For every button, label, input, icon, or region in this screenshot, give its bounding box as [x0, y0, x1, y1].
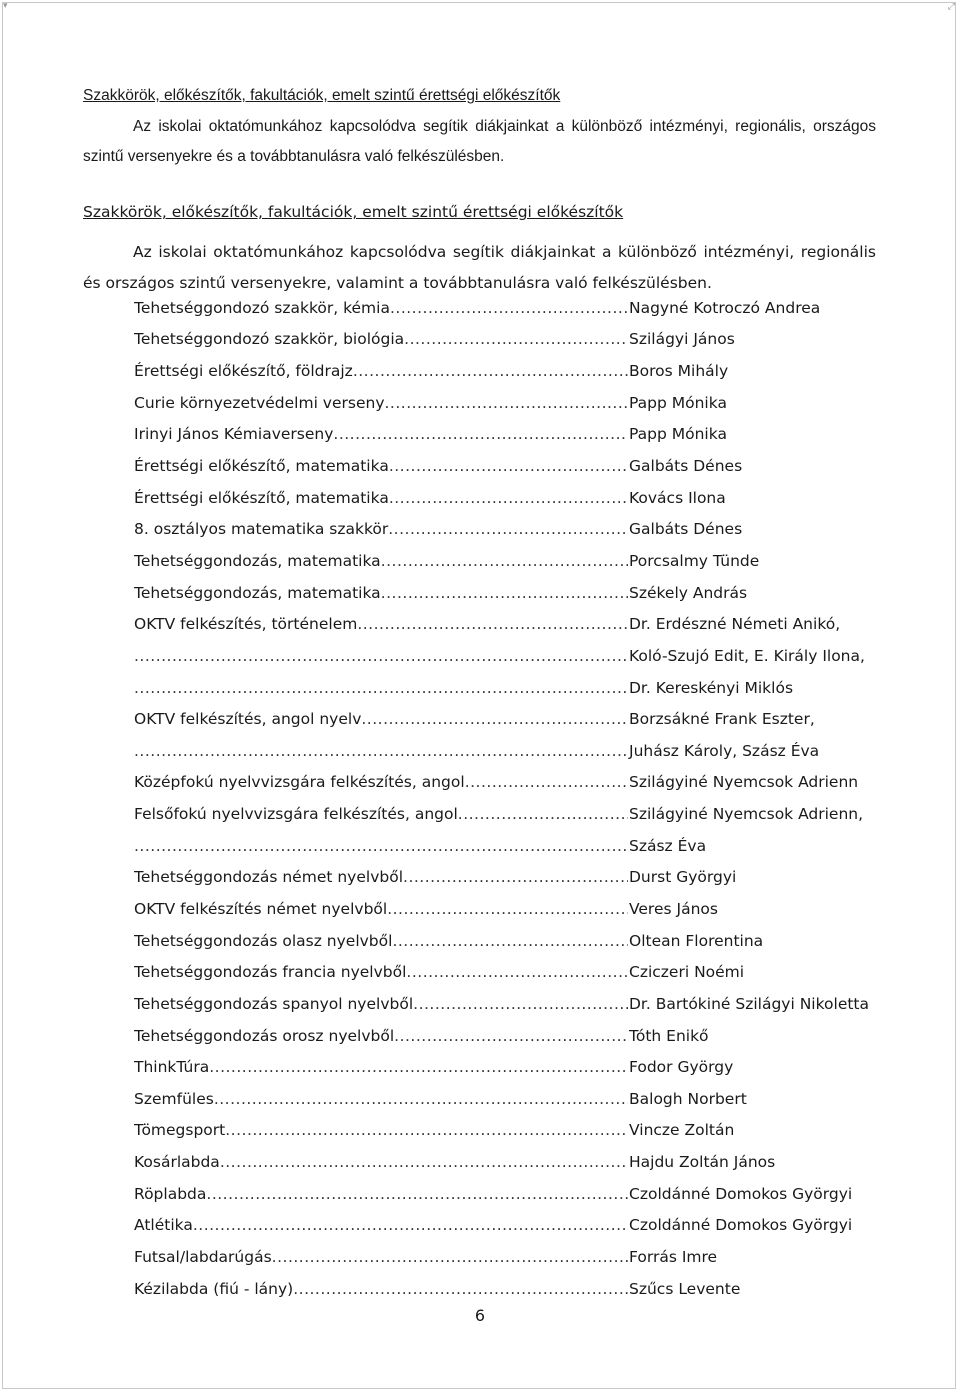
activity-teacher: Boros Mihály — [629, 362, 729, 381]
activity-teacher: Kovács Ilona — [629, 488, 726, 507]
dot-leader — [333, 425, 628, 443]
activity-name-cell — [134, 805, 628, 823]
activity-name: Tehetséggondozás, matematika — [134, 583, 381, 602]
dot-leader — [225, 1121, 628, 1139]
activity-row — [134, 988, 894, 1020]
activity-teacher: Oltean Florentina — [629, 931, 764, 950]
activity-row — [134, 1178, 894, 1210]
dot-leader — [353, 362, 628, 380]
activity-name-cell — [134, 584, 628, 602]
activity-row — [134, 1020, 894, 1052]
activity-row — [134, 1146, 894, 1178]
dot-leader — [206, 1185, 628, 1203]
activity-teacher: Durst Györgyi — [629, 868, 737, 887]
activity-row — [134, 1115, 894, 1147]
dot-leader — [390, 299, 628, 317]
section-heading: Szakkörök, előkészítők, fakultációk, emelt szintű érettségi előkészítők — [83, 203, 624, 221]
activity-teacher: Tóth Enikő — [629, 1026, 709, 1045]
activity-row — [134, 450, 894, 482]
activity-row — [134, 956, 894, 988]
activity-row — [134, 387, 894, 419]
activity-teacher: Szilágyiné Nyemcsok Adrienn — [629, 773, 859, 792]
activity-name: Irinyi János Kémiaverseny — [134, 425, 334, 444]
activity-name-cell — [134, 1185, 628, 1203]
dot-leader — [381, 584, 628, 602]
activity-row — [134, 640, 894, 672]
activity-name-cell — [134, 710, 628, 728]
dot-leader — [465, 773, 628, 791]
dot-leader — [361, 710, 628, 728]
activity-name-cell — [134, 900, 628, 918]
activity-teacher: Dr. Kereskényi Miklós — [629, 678, 794, 697]
activity-teacher: Borzsákné Frank Eszter, — [629, 710, 815, 729]
activity-row — [134, 1273, 894, 1305]
activity-row — [134, 862, 894, 894]
dot-leader — [458, 805, 628, 823]
activity-teacher: Porcsalmy Tünde — [629, 551, 760, 570]
activity-teacher: Galbáts Dénes — [629, 520, 743, 539]
activity-name-cell — [134, 425, 628, 443]
activity-name-cell — [134, 1090, 628, 1108]
dot-leader — [193, 1216, 628, 1234]
activity-name-cell — [134, 995, 628, 1013]
dot-leader — [209, 1058, 628, 1076]
activity-teacher: Koló-Szujó Edit, E. Király Ilona, — [629, 646, 865, 665]
activity-row — [134, 830, 894, 862]
dot-leader — [406, 963, 628, 981]
corner-mark-top-right: ⤢ — [947, 2, 955, 12]
activity-teacher: Papp Mónika — [629, 425, 727, 444]
activity-teacher: Hajdu Zoltán János — [629, 1153, 776, 1172]
activity-name: 8. osztályos matematika szakkör — [134, 520, 389, 539]
activity-name-cell — [134, 520, 628, 538]
dot-leader — [392, 932, 628, 950]
activity-name-cell — [134, 615, 628, 633]
activity-name: Tehetséggondozás olasz nyelvből — [134, 931, 393, 950]
activity-name: ThinkTúra — [134, 1058, 210, 1077]
dot-leader — [214, 1090, 628, 1108]
activity-row — [134, 1051, 894, 1083]
dot-leader — [394, 1027, 628, 1045]
activity-row — [134, 925, 894, 957]
corner-mark-top-left: ▾ — [3, 1, 8, 11]
activity-teacher: Juhász Károly, Szász Éva — [629, 741, 820, 760]
activity-name: Tehetséggondozás orosz nyelvből — [134, 1026, 395, 1045]
activity-name: Középfokú nyelvvizsgára felkészítés, angol — [134, 773, 465, 792]
activity-name-cell — [134, 489, 628, 507]
dot-leader — [293, 1280, 628, 1298]
activity-row — [134, 292, 894, 324]
activity-name: Tehetséggondozás német nyelvből — [134, 868, 404, 887]
activity-name-cell — [134, 552, 628, 570]
section-intro-1 — [83, 86, 876, 172]
activity-row — [134, 608, 894, 640]
activity-teacher: Czoldánné Domokos Györgyi — [629, 1216, 853, 1235]
activity-row — [134, 1210, 894, 1242]
dot-leader — [404, 330, 628, 348]
activity-name: Tehetséggondozás, matematika — [134, 551, 381, 570]
activity-row — [134, 577, 894, 609]
section-paragraph: Az iskolai oktatómunkához kapcsolódva segítik diákjainkat a különböző intézményi, regionális és országos szintű versenyekre, valamint a továbbtanulásra való felkészülésben. — [83, 243, 876, 292]
activity-teacher: Szűcs Levente — [629, 1279, 741, 1298]
activity-row — [134, 545, 894, 577]
activity-teacher: Nagyné Kotroczó Andrea — [629, 298, 821, 317]
dot-leader — [387, 900, 628, 918]
dot-leader — [385, 394, 629, 412]
activity-teacher: Dr. Erdészné Németi Anikó, — [629, 615, 841, 634]
activity-row — [134, 1241, 894, 1273]
activity-name-cell — [134, 773, 628, 791]
activity-name: Futsal/labdarúgás — [134, 1248, 272, 1267]
activity-name-cell — [134, 868, 628, 886]
activity-name: Érettségi előkészítő, matematika — [134, 488, 389, 507]
dot-leader — [389, 489, 628, 507]
activity-name: Curie környezetvédelmi verseny — [134, 393, 385, 412]
activity-name: Tehetséggondozó szakkör, kémia — [134, 298, 390, 317]
dot-leader — [381, 552, 628, 570]
activity-row — [134, 767, 894, 799]
dot-leader — [388, 520, 628, 538]
activity-row — [134, 513, 894, 545]
activity-name-cell — [134, 362, 628, 380]
activity-name: Tehetséggondozó szakkör, biológia — [134, 330, 405, 349]
section-heading: Szakkörök, előkészítők, fakultációk, emelt szintű érettségi előkészítők — [83, 87, 561, 104]
section-paragraph: Az iskolai oktatómunkához kapcsolódva segítik diákjainkat a különböző intézményi, regionális, országos szintű versenyekre és a továbbtanulásra való felkészülésben. — [83, 118, 876, 165]
activity-teacher: Szilágyiné Nyemcsok Adrienn, — [629, 805, 864, 824]
activity-name-cell — [134, 647, 628, 665]
activity-name: Érettségi előkészítő, matematika — [134, 457, 389, 476]
activity-name-cell — [134, 1121, 628, 1139]
activity-teacher: Székely András — [629, 583, 748, 602]
activity-row — [134, 703, 894, 735]
activity-row — [134, 482, 894, 514]
dot-leader — [134, 647, 628, 665]
activity-name: Felsőfokú nyelvvizsgára felkészítés, angol — [134, 805, 458, 824]
dot-leader — [403, 868, 628, 886]
activity-name: OKTV felkészítés, angol nyelv — [134, 710, 362, 729]
activity-name-cell — [134, 457, 628, 475]
dot-leader — [272, 1248, 628, 1266]
activity-name: Tehetséggondozás francia nyelvből — [134, 963, 407, 982]
activity-name: Tömegsport — [134, 1121, 226, 1140]
activity-name-cell — [134, 963, 628, 981]
dot-leader — [220, 1153, 628, 1171]
activity-name-cell — [134, 1153, 628, 1171]
activity-teacher: Forrás Imre — [629, 1248, 718, 1267]
activity-name: Röplabda — [134, 1184, 207, 1203]
activity-teacher: Cziczeri Noémi — [629, 963, 745, 982]
activity-row — [134, 1083, 894, 1115]
activity-name-cell — [134, 1248, 628, 1266]
activity-name-cell — [134, 330, 628, 348]
page-number: 6 — [474, 1306, 486, 1325]
activity-name-cell — [134, 837, 628, 855]
activity-name: Kézilabda (fiú - lány) — [134, 1279, 294, 1298]
activity-list — [134, 292, 894, 1305]
activity-teacher: Galbáts Dénes — [629, 457, 743, 476]
dot-leader — [357, 615, 628, 633]
activity-name: Kosárlabda — [134, 1153, 220, 1172]
activity-row — [134, 419, 894, 451]
activity-name-cell — [134, 299, 628, 317]
activity-name-cell — [134, 394, 628, 412]
activity-teacher: Szász Éva — [629, 836, 707, 855]
activity-name: Érettségi előkészítő, földrajz — [134, 362, 353, 381]
activity-teacher: Veres János — [629, 899, 718, 918]
activity-row — [134, 355, 894, 387]
dot-leader — [413, 995, 628, 1013]
activity-row — [134, 798, 894, 830]
activity-name-cell — [134, 1058, 628, 1076]
dot-leader — [134, 679, 628, 697]
activity-name-cell — [134, 1216, 628, 1234]
activity-teacher: Fodor György — [629, 1058, 734, 1077]
dot-leader — [389, 457, 628, 475]
section-intro-2 — [83, 202, 876, 299]
activity-name-cell — [134, 679, 628, 697]
activity-row — [134, 735, 894, 767]
activity-row — [134, 672, 894, 704]
activity-teacher: Vincze Zoltán — [629, 1121, 735, 1140]
activity-row — [134, 324, 894, 356]
activity-teacher: Papp Mónika — [629, 393, 727, 412]
activity-teacher: Szilágyi János — [629, 330, 735, 349]
dot-leader — [134, 837, 628, 855]
activity-name: OKTV felkészítés, történelem — [134, 615, 358, 634]
activity-name: Tehetséggondozás spanyol nyelvből — [134, 994, 414, 1013]
activity-name: Atlétika — [134, 1216, 193, 1235]
activity-teacher: Balogh Norbert — [629, 1089, 747, 1108]
activity-name: OKTV felkészítés német nyelvből — [134, 899, 388, 918]
activity-name-cell — [134, 932, 628, 950]
activity-row — [134, 893, 894, 925]
activity-teacher: Czoldánné Domokos Györgyi — [629, 1184, 853, 1203]
activity-name-cell — [134, 1027, 628, 1045]
activity-name-cell — [134, 742, 628, 760]
dot-leader — [134, 742, 628, 760]
activity-name-cell — [134, 1280, 628, 1298]
activity-name: Szemfüles — [134, 1089, 214, 1108]
activity-teacher: Dr. Bartókiné Szilágyi Nikoletta — [629, 994, 870, 1013]
